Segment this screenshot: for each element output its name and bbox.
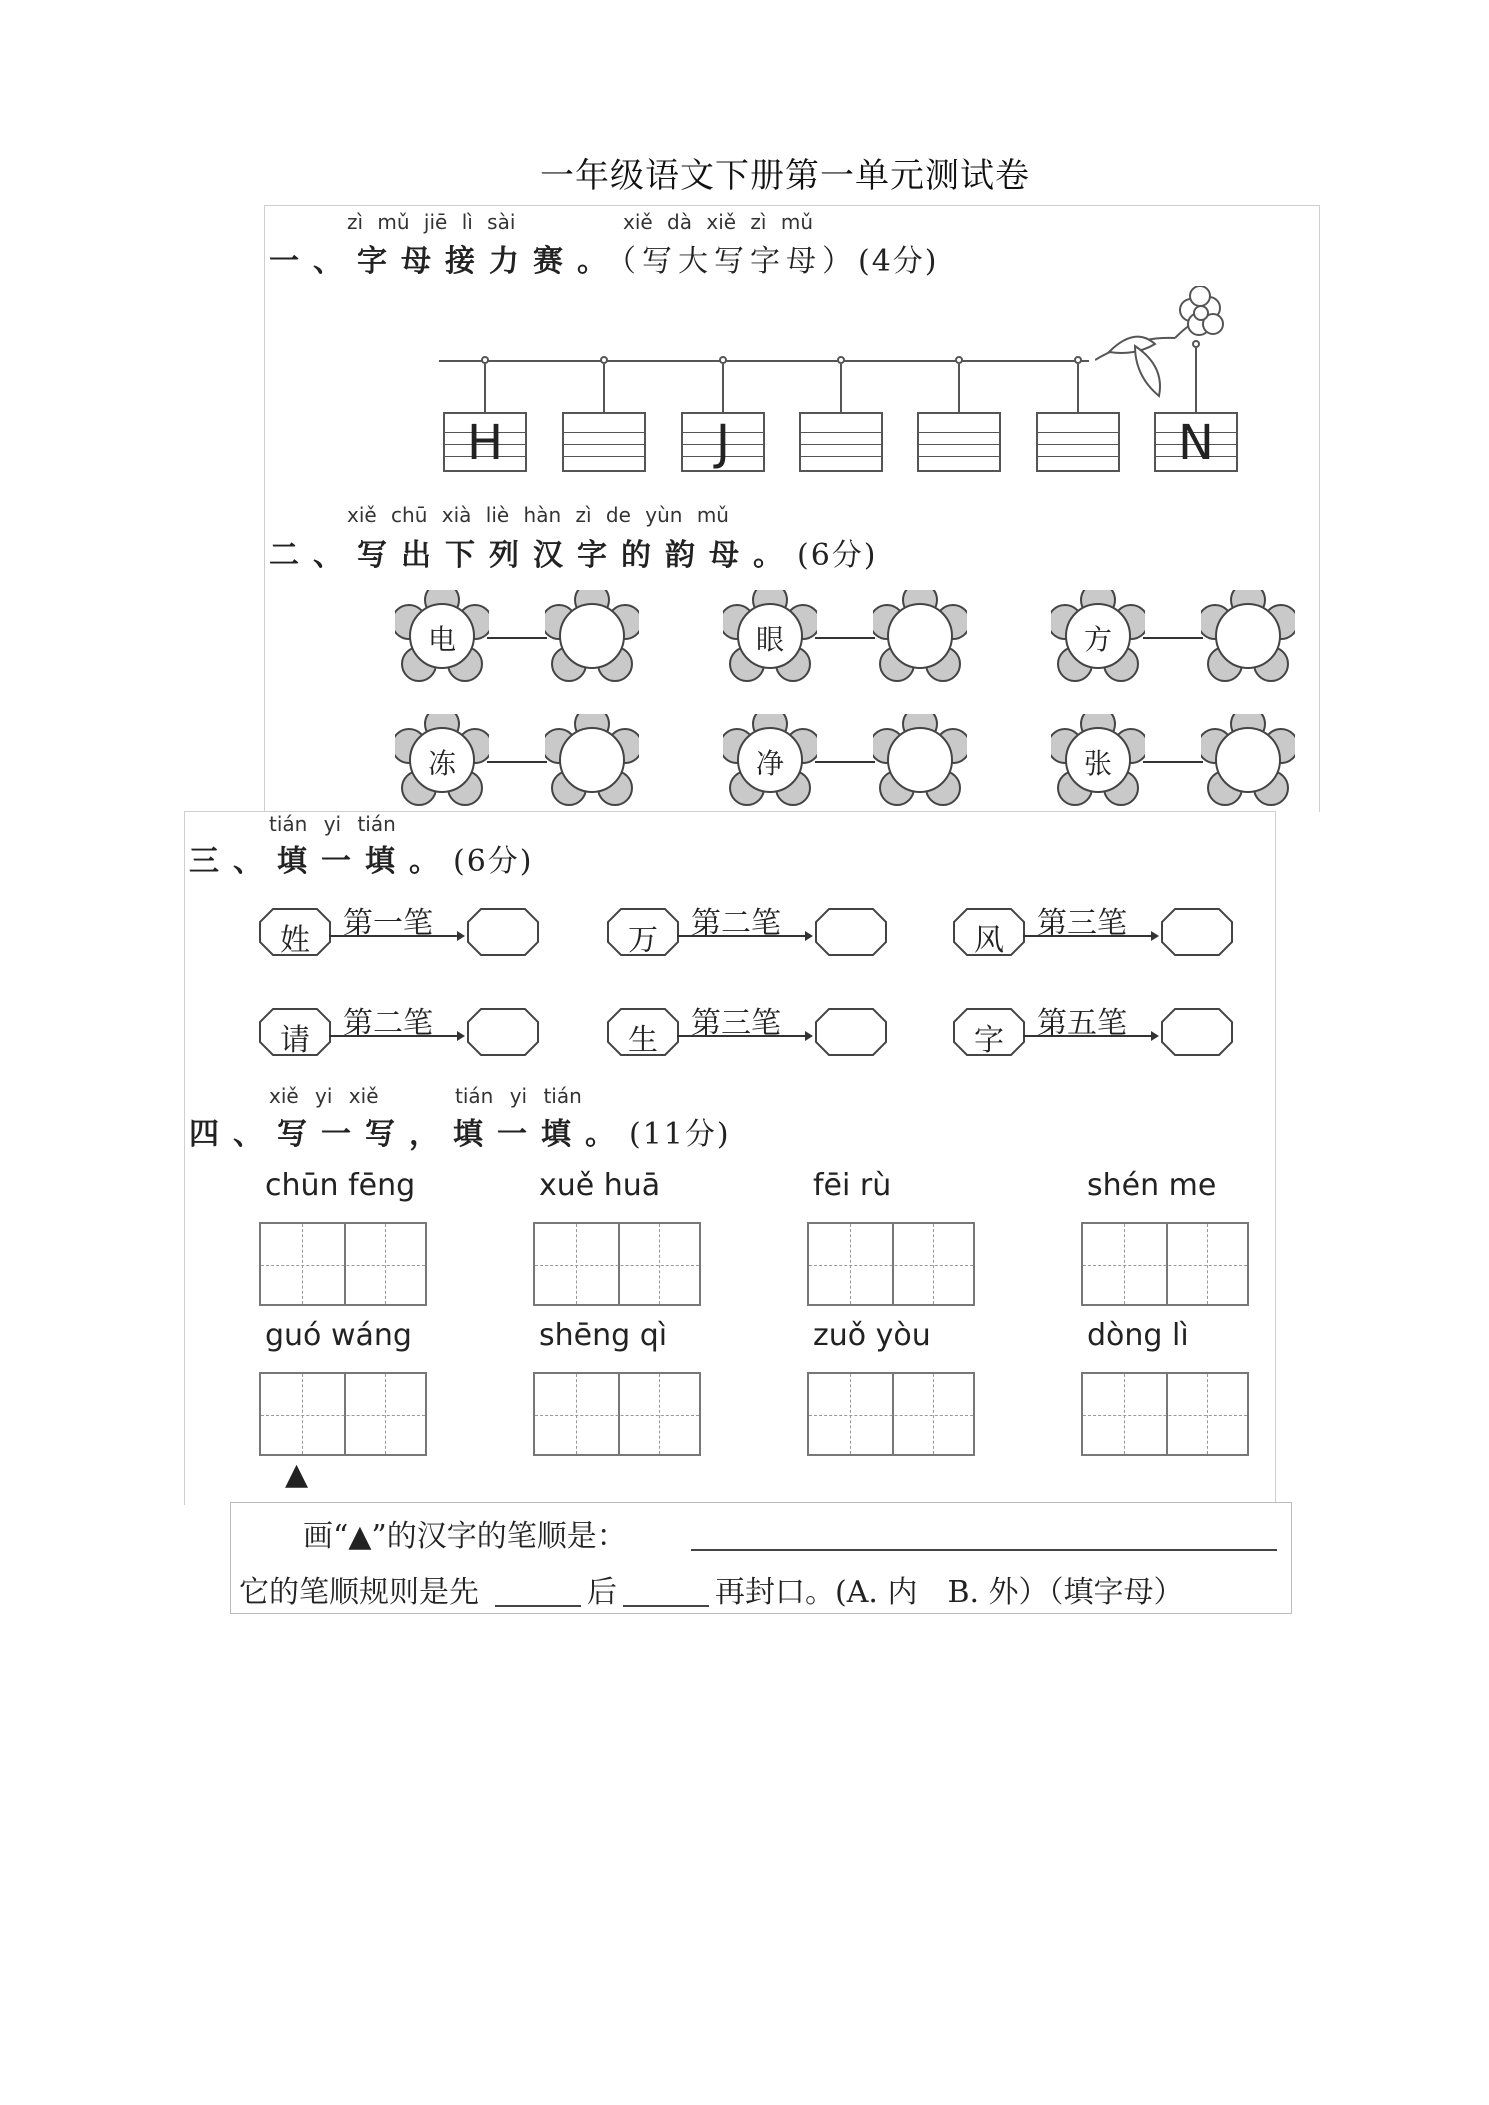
flower-char-text: 张 xyxy=(1083,747,1112,780)
octagon-icon xyxy=(467,908,539,956)
stroke-answer-box[interactable] xyxy=(815,1008,887,1056)
section2-heading xyxy=(269,530,878,574)
grid-dash-v xyxy=(302,1374,303,1454)
stroke-answer-box[interactable] xyxy=(815,908,887,956)
section2-pinyin: xiě chū xià liè hàn zì de yùn mǔ xyxy=(347,503,729,527)
stroke-label: 第二笔 xyxy=(691,906,781,941)
grid-dash-v xyxy=(1207,1224,1208,1304)
grid-dash-h xyxy=(261,1415,425,1416)
connector-dash xyxy=(487,761,547,763)
arrow-icon xyxy=(677,1030,813,1042)
guide-line xyxy=(564,444,644,445)
stroke-label: 第二笔 xyxy=(343,1006,433,1041)
section3-heading xyxy=(189,836,534,880)
guide-line xyxy=(801,456,881,457)
section4-heading xyxy=(189,1109,731,1153)
section3-points: (6分) xyxy=(453,844,534,879)
guide-line xyxy=(1038,444,1118,445)
relay-knob xyxy=(955,356,963,364)
relay-stem xyxy=(958,364,960,412)
guide-line xyxy=(1038,456,1118,457)
stroke-char-text: 风 xyxy=(974,923,1004,958)
octagon-icon xyxy=(815,908,887,956)
letter-box[interactable] xyxy=(681,412,765,472)
stroke-label: 第三笔 xyxy=(691,1006,781,1041)
tianzige-box[interactable] xyxy=(533,1372,701,1456)
tianzige-box[interactable] xyxy=(1081,1222,1249,1306)
flower-icon xyxy=(1201,714,1295,808)
word-pinyin: zuǒ yòu xyxy=(813,1318,931,1353)
stroke-char-text: 生 xyxy=(628,1023,658,1058)
grid-dash-h xyxy=(1083,1265,1247,1266)
flower-char-text: 电 xyxy=(427,623,456,656)
flower-character xyxy=(723,590,817,684)
guide-line xyxy=(801,444,881,445)
flower-char-text: 净 xyxy=(755,747,784,780)
relay-knob xyxy=(481,356,489,364)
question-rule-part2: 后 xyxy=(587,1575,617,1610)
section1-pinyin-a: zì mǔ jiē lì sài xyxy=(347,210,516,234)
answer-blank-second[interactable] xyxy=(623,1605,709,1607)
section1-title: 一、字母接力赛。 xyxy=(269,244,621,279)
flower-answer[interactable] xyxy=(1201,590,1295,684)
grid-divider xyxy=(618,1224,620,1304)
flower-icon xyxy=(545,590,639,684)
tianzige-box[interactable] xyxy=(807,1222,975,1306)
stroke-char-box xyxy=(607,1008,679,1056)
flower-answer[interactable] xyxy=(1201,714,1295,808)
letter-text: N xyxy=(1178,415,1214,471)
octagon-icon xyxy=(1161,1008,1233,1056)
grid-dash-v xyxy=(576,1374,577,1454)
stroke-char-box xyxy=(259,1008,331,1056)
letter-text: J xyxy=(715,415,731,471)
connector-dash xyxy=(487,637,547,639)
tianzige-box[interactable] xyxy=(1081,1372,1249,1456)
section3-title: 三、填一填。 xyxy=(189,844,453,879)
grid-divider xyxy=(344,1374,346,1454)
letter-box[interactable] xyxy=(917,412,1001,472)
section1-points: (4分) xyxy=(858,244,939,279)
word-pinyin: xuě huā xyxy=(539,1168,661,1203)
relay-stem xyxy=(722,364,724,412)
stroke-char-box xyxy=(953,908,1025,956)
grid-divider xyxy=(1166,1224,1168,1304)
grid-dash-v xyxy=(659,1224,660,1304)
guide-line xyxy=(919,444,999,445)
grid-dash-v xyxy=(1124,1224,1125,1304)
triangle-marker: ▲ xyxy=(285,1457,309,1492)
flower-answer[interactable] xyxy=(873,714,967,808)
connector-dash xyxy=(1143,637,1203,639)
guide-line xyxy=(564,432,644,433)
grid-dash-v xyxy=(933,1374,934,1454)
grid-dash-v xyxy=(385,1224,386,1304)
section-3-4-panel xyxy=(184,811,1276,1505)
flower-icon xyxy=(1201,590,1295,684)
stroke-answer-box[interactable] xyxy=(1161,1008,1233,1056)
stroke-char-text: 万 xyxy=(628,923,658,958)
section4-pinyin-b: tián yi tián xyxy=(455,1084,582,1108)
relay-stem xyxy=(840,364,842,412)
grid-dash-v xyxy=(850,1374,851,1454)
flower-answer[interactable] xyxy=(545,714,639,808)
guide-line xyxy=(564,456,644,457)
stroke-label: 第三笔 xyxy=(1037,906,1127,941)
grid-dash-v xyxy=(1207,1374,1208,1454)
stroke-answer-box[interactable] xyxy=(1161,908,1233,956)
stroke-char-box xyxy=(953,1008,1025,1056)
flower-icon xyxy=(545,714,639,808)
grid-dash-v xyxy=(659,1374,660,1454)
relay-stem xyxy=(1195,348,1197,412)
grid-dash-h xyxy=(535,1415,699,1416)
guide-line xyxy=(801,432,881,433)
grid-dash-h xyxy=(1083,1415,1247,1416)
word-pinyin: shēng qì xyxy=(539,1318,668,1353)
tianzige-box[interactable] xyxy=(259,1222,427,1306)
arrow-icon xyxy=(1023,930,1159,942)
letter-box[interactable] xyxy=(1154,412,1238,472)
flower-answer[interactable] xyxy=(873,590,967,684)
relay-knob xyxy=(719,356,727,364)
section-1-2-panel xyxy=(264,205,1320,812)
flower-character xyxy=(1051,590,1145,684)
guide-line xyxy=(919,456,999,457)
grid-dash-v xyxy=(576,1224,577,1304)
grid-divider xyxy=(344,1224,346,1304)
stroke-char-box xyxy=(259,908,331,956)
octagon-icon xyxy=(815,1008,887,1056)
guide-line xyxy=(1038,432,1118,433)
grid-divider xyxy=(1166,1374,1168,1454)
flower-icon xyxy=(873,714,967,808)
flower-answer[interactable] xyxy=(545,590,639,684)
relay-stem xyxy=(1077,364,1079,412)
answer-line-stroke-order[interactable] xyxy=(691,1549,1277,1551)
word-pinyin: chūn fēng xyxy=(265,1168,416,1203)
grid-dash-h xyxy=(535,1265,699,1266)
grid-dash-v xyxy=(302,1224,303,1304)
flower-icon xyxy=(873,590,967,684)
section3-pinyin: tián yi tián xyxy=(269,812,396,836)
letter-box[interactable] xyxy=(443,412,527,472)
word-pinyin: fēi rù xyxy=(813,1168,892,1203)
flower-decoration-icon xyxy=(1095,286,1225,416)
relay-rail xyxy=(439,360,1089,362)
grid-dash-v xyxy=(850,1224,851,1304)
letter-box[interactable] xyxy=(799,412,883,472)
connector-dash xyxy=(1143,761,1203,763)
grid-dash-v xyxy=(1124,1374,1125,1454)
grid-divider xyxy=(892,1224,894,1304)
section2-title: 二、写出下列汉字的韵母。 xyxy=(269,538,797,573)
letter-box[interactable] xyxy=(1036,412,1120,472)
relay-stem xyxy=(603,364,605,412)
arrow-icon xyxy=(1023,1030,1159,1042)
answer-blank-first[interactable] xyxy=(495,1605,581,1607)
flower-character xyxy=(723,714,817,808)
grid-dash-h xyxy=(261,1265,425,1266)
stroke-char-box xyxy=(607,908,679,956)
stroke-label: 第一笔 xyxy=(343,906,433,941)
question-rule-part3: 再封口。(A. 内 B. 外）（填字母） xyxy=(715,1575,1184,1610)
arrow-icon xyxy=(677,930,813,942)
arrow-icon xyxy=(329,930,465,942)
flower-character xyxy=(395,590,489,684)
question-stroke-order: 画“▲”的汉字的笔顺是： xyxy=(303,1519,627,1554)
grid-divider xyxy=(892,1374,894,1454)
section4-points: (11分) xyxy=(629,1117,731,1152)
guide-line xyxy=(919,432,999,433)
grid-dash-h xyxy=(809,1265,973,1266)
flower-character xyxy=(1051,714,1145,808)
letter-text: H xyxy=(466,415,504,471)
stroke-rule-question xyxy=(230,1502,1292,1614)
grid-dash-h xyxy=(809,1415,973,1416)
connector-dash xyxy=(815,637,875,639)
octagon-icon xyxy=(467,1008,539,1056)
stroke-char-text: 字 xyxy=(974,1023,1004,1058)
question-rule-part1: 它的笔顺规则是先 xyxy=(239,1575,479,1610)
tianzige-box[interactable] xyxy=(807,1372,975,1456)
flower-character xyxy=(395,714,489,808)
flower-char-text: 冻 xyxy=(427,747,456,780)
flower-char-text: 方 xyxy=(1083,623,1112,656)
grid-dash-v xyxy=(385,1374,386,1454)
stroke-answer-box[interactable] xyxy=(467,908,539,956)
section1-pinyin-b: xiě dà xiě zì mǔ xyxy=(623,210,813,234)
stroke-char-text: 请 xyxy=(280,1023,310,1058)
word-pinyin: guó wáng xyxy=(265,1318,412,1353)
word-pinyin: dòng lì xyxy=(1087,1318,1189,1353)
octagon-icon xyxy=(1161,908,1233,956)
section1-subtitle: （写大写字母） xyxy=(621,244,858,279)
page-title: 一年级语文下册第一单元测试卷 xyxy=(540,156,1030,196)
word-pinyin: shén me xyxy=(1087,1168,1217,1203)
stroke-answer-box[interactable] xyxy=(467,1008,539,1056)
flower-char-text: 眼 xyxy=(755,623,784,656)
tianzige-box[interactable] xyxy=(533,1222,701,1306)
relay-knob xyxy=(1192,340,1200,348)
relay-knob xyxy=(1074,356,1082,364)
grid-dash-v xyxy=(933,1224,934,1304)
letter-box[interactable] xyxy=(562,412,646,472)
tianzige-box[interactable] xyxy=(259,1372,427,1456)
connector-dash xyxy=(815,761,875,763)
section1-heading xyxy=(269,236,939,280)
grid-divider xyxy=(618,1374,620,1454)
relay-knob xyxy=(600,356,608,364)
section2-points: (6分) xyxy=(797,538,878,573)
section4-title: 四、写一写，填一填。 xyxy=(189,1117,629,1152)
section4-pinyin-a: xiě yi xiě xyxy=(269,1084,379,1108)
arrow-icon xyxy=(329,1030,465,1042)
stroke-label: 第五笔 xyxy=(1037,1006,1127,1041)
stroke-char-text: 姓 xyxy=(280,923,310,958)
relay-knob xyxy=(837,356,845,364)
relay-stem xyxy=(484,364,486,412)
